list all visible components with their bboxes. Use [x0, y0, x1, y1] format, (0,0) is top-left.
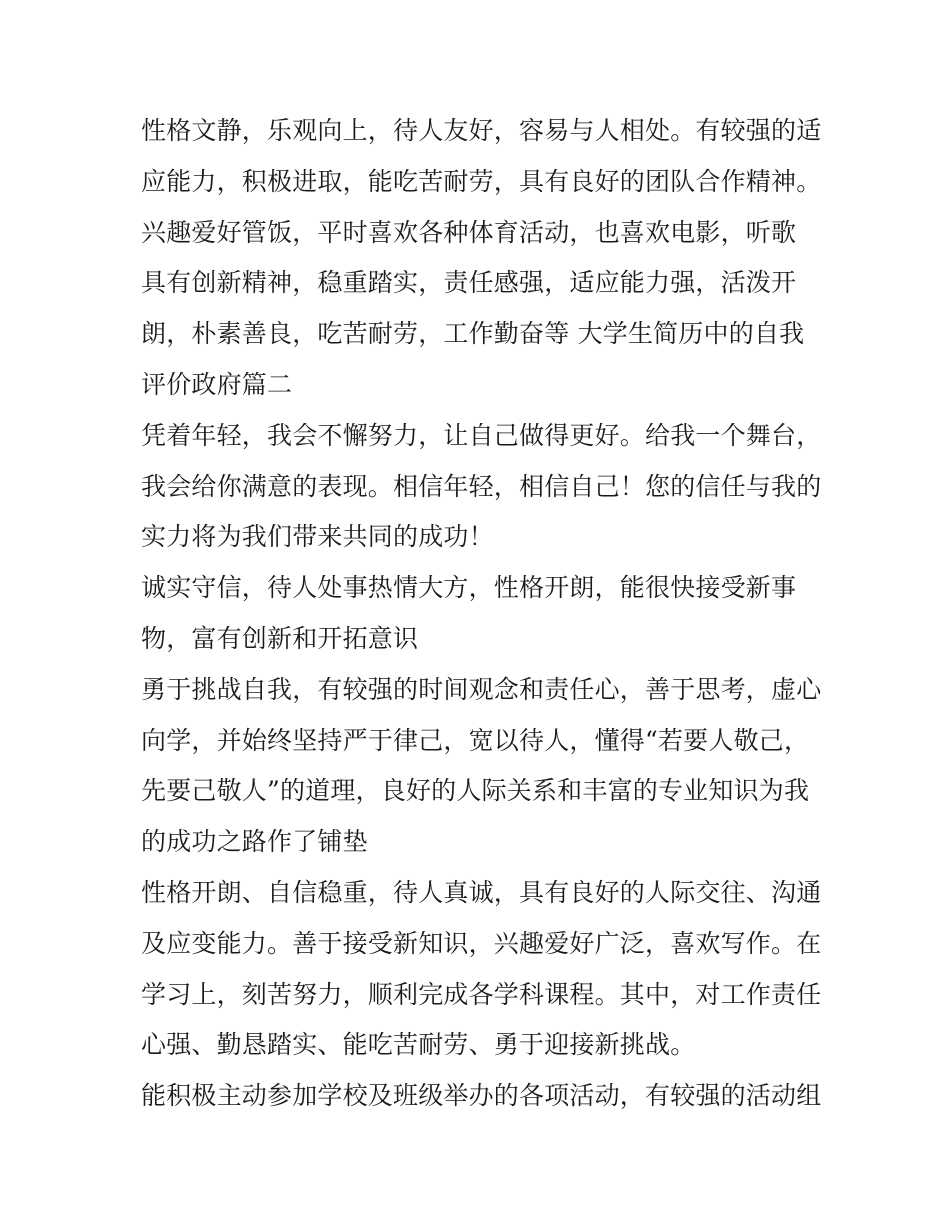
text-line: 性格开朗、自信稳重，待人真诚，具有良好的人际交往、沟通: [141, 877, 822, 907]
text-line: 及应变能力。善于接受新知识，兴趣爱好广泛，喜欢写作。在: [141, 928, 822, 958]
text-line: 兴趣爱好管饭，平时喜欢各种体育活动，也喜欢电影，听歌: [141, 217, 797, 247]
text-line: 向学，并始终坚持严于律己，宽以待人，懂得“若要人敬己，: [141, 725, 810, 755]
text-line: 学习上，刻苦努力，顺利完成各学科课程。其中，对工作责任: [141, 979, 822, 1009]
text-line: 物，富有创新和开拓意识: [141, 623, 419, 653]
section-heading: 评价政府篇二: [141, 369, 293, 399]
text-line: 具有创新精神，稳重踏实，责任感强，适应能力强，活泼开: [141, 268, 797, 298]
text-line: 心强、勤恳踏实、能吃苦耐劳、勇于迎接新挑战。: [141, 1030, 696, 1060]
text-line: 实力将为我们带来共同的成功！: [141, 522, 494, 552]
text-line: 能积极主动参加学校及班级举办的各项活动，有较强的活动组: [141, 1081, 822, 1111]
text-line: 诚实守信，待人处事热情大方，性格开朗，能很快接受新事: [141, 573, 797, 603]
text-line: 先要己敬人”的道理，良好的人际关系和丰富的专业知识为我: [141, 776, 810, 806]
text-line: 的成功之路作了铺垫: [141, 827, 368, 857]
text-line: 应能力，积极进取，能吃苦耐劳，具有良好的团队合作精神。: [141, 166, 822, 196]
document-body: [141, 106, 821, 1122]
text-line: 性格文静，乐观向上，待人友好，容易与人相处。有较强的适: [141, 116, 822, 145]
text-line: 我会给你满意的表现。相信年轻，相信自己！您的信任与我的: [141, 471, 822, 501]
text-line: 凭着年轻，我会不懈努力，让自己做得更好。给我一个舞台，: [141, 420, 822, 450]
text-line: 朗，朴素善良，吃苦耐劳，工作勤奋等 大学生简历中的自我: [141, 319, 805, 349]
text-line: 勇于挑战自我，有较强的时间观念和责任心，善于思考，虚心: [141, 674, 822, 704]
